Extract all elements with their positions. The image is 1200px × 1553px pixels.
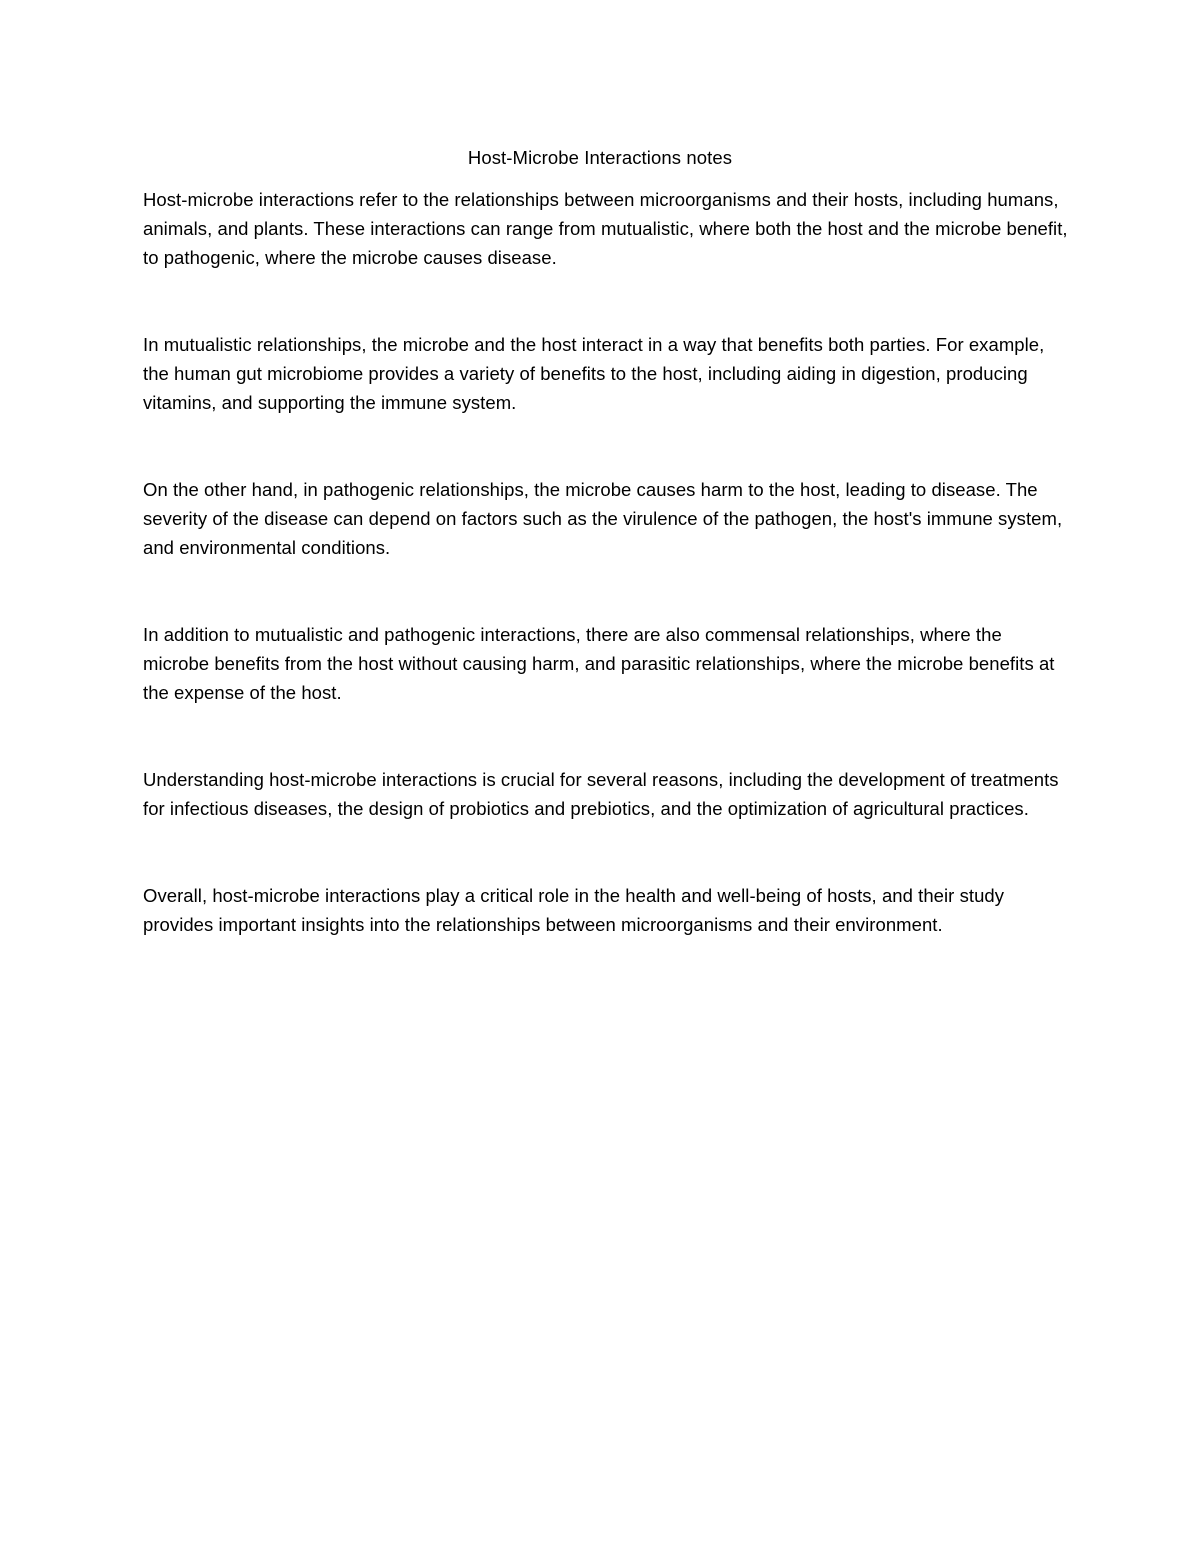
paragraph-overall: Overall, host-microbe interactions play a critical role in the health and well-being of hosts, and their study provides important insights into the relationships between microorganisms and their environment. — [143, 885, 1005, 935]
paragraph-pathogenic: On the other hand, in pathogenic relationships, the microbe causes harm to the host, leading to disease. The severity of the disease can depend on factors such as the virulence of the pathogen, the host's immune system, and environmental conditions. — [143, 479, 1063, 558]
paragraph-importance: Understanding host-microbe interactions is crucial for several reasons, including the development of treatments for infectious diseases, the design of probiotics and prebiotics, and the optimization of agricultural practices. — [143, 769, 1059, 819]
paragraph-mutualistic: In mutualistic relationships, the microbe and the host interact in a way that benefits both parties. For example, the human gut microbiome provides a variety of benefits to the host, including aiding in digestion, producing vitamins, and supporting the immune system. — [143, 334, 1045, 413]
document-body — [143, 185, 1073, 939]
paragraph-commensal-parasitic: In addition to mutualistic and pathogenic interactions, there are also commensal relationships, where the microbe benefits from the host without causing harm, and parasitic relationships, where the microbe benefits at the expense of the host. — [143, 624, 1055, 703]
paragraph-intro: Host-microbe interactions refer to the relationships between microorganisms and their hosts, including humans, animals, and plants. These interactions can range from mutualistic, where both the host and the microbe benefit, to pathogenic, where the microbe causes disease. — [143, 189, 1068, 268]
document-title: Host-Microbe Interactions notes — [467, 147, 733, 168]
